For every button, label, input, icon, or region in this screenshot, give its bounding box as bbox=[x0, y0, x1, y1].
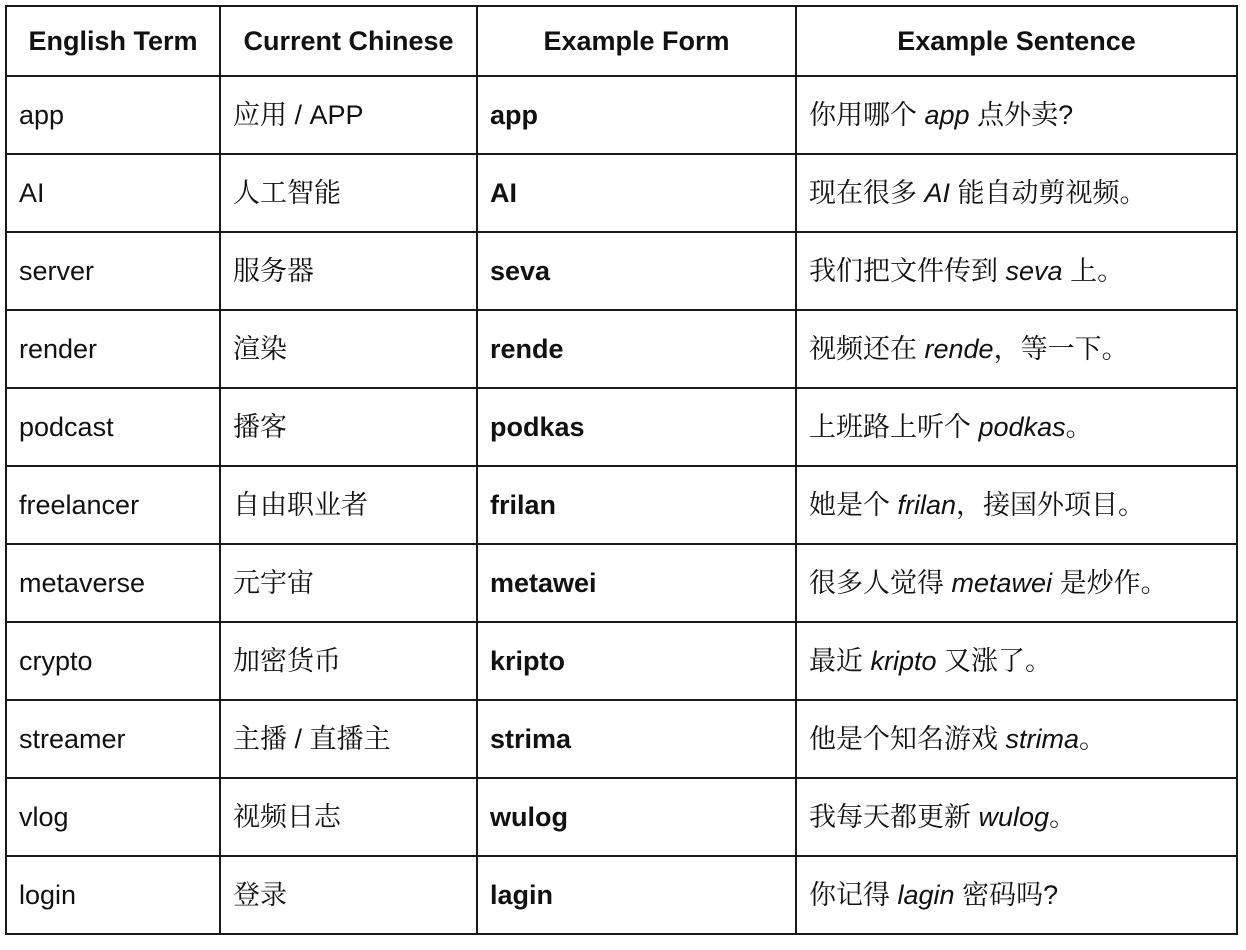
sentence-text-before: 现在很多 bbox=[809, 177, 925, 208]
cell-example-sentence bbox=[796, 622, 1237, 700]
sentence-term: app bbox=[924, 99, 970, 130]
cell-example-sentence bbox=[796, 466, 1237, 544]
sentence-text-after: 。 bbox=[1065, 411, 1093, 442]
sentence-text-before: 你记得 bbox=[809, 879, 898, 910]
cell-english-term: app bbox=[6, 76, 220, 154]
sentence-term: lagin bbox=[897, 879, 955, 910]
sentence-text-before: 上班路上听个 bbox=[809, 411, 979, 442]
cell-example-form: app bbox=[477, 76, 796, 154]
cell-english-term: podcast bbox=[6, 388, 220, 466]
table-row bbox=[6, 466, 1237, 544]
header-current-chinese: Current Chinese bbox=[220, 6, 477, 76]
sentence-term: kripto bbox=[870, 645, 937, 676]
sentence-text-after: ，等一下。 bbox=[993, 333, 1129, 364]
cell-english-term: crypto bbox=[6, 622, 220, 700]
cell-example-form: lagin bbox=[477, 856, 796, 934]
sentence-text-before: 你用哪个 bbox=[809, 99, 925, 130]
cell-current-chinese: 人工智能 bbox=[220, 154, 477, 232]
sentence-text-before: 她是个 bbox=[809, 489, 898, 520]
sentence-text-after: 。 bbox=[1079, 723, 1107, 754]
cell-example-form: frilan bbox=[477, 466, 796, 544]
table-body bbox=[6, 76, 1237, 934]
cell-current-chinese: 应用 / APP bbox=[220, 76, 477, 154]
cell-english-term: render bbox=[6, 310, 220, 388]
sentence-term: AI bbox=[924, 177, 951, 208]
sentence-term: metawei bbox=[951, 567, 1053, 598]
table-row bbox=[6, 856, 1237, 934]
cell-english-term: server bbox=[6, 232, 220, 310]
sentence-text-after: ，接国外项目。 bbox=[956, 489, 1146, 520]
cell-current-chinese: 服务器 bbox=[220, 232, 477, 310]
cell-english-term: login bbox=[6, 856, 220, 934]
sentence-text-before: 最近 bbox=[809, 645, 871, 676]
cell-example-sentence bbox=[796, 856, 1237, 934]
table-row bbox=[6, 700, 1237, 778]
vocabulary-table-container bbox=[5, 5, 1238, 935]
table-row bbox=[6, 154, 1237, 232]
cell-example-form: metawei bbox=[477, 544, 796, 622]
cell-example-form: wulog bbox=[477, 778, 796, 856]
cell-example-sentence bbox=[796, 76, 1237, 154]
table-row bbox=[6, 544, 1237, 622]
cell-example-sentence bbox=[796, 388, 1237, 466]
cell-current-chinese: 视频日志 bbox=[220, 778, 477, 856]
sentence-text-after: 是炒作。 bbox=[1052, 567, 1168, 598]
vocabulary-table bbox=[5, 5, 1238, 935]
cell-example-sentence bbox=[796, 232, 1237, 310]
sentence-text-after: 又涨了。 bbox=[936, 645, 1053, 676]
sentence-term: seva bbox=[1005, 255, 1063, 286]
table-row bbox=[6, 778, 1237, 856]
cell-example-sentence bbox=[796, 700, 1237, 778]
cell-current-chinese: 登录 bbox=[220, 856, 477, 934]
cell-english-term: metaverse bbox=[6, 544, 220, 622]
cell-current-chinese: 渲染 bbox=[220, 310, 477, 388]
sentence-text-before: 视频还在 bbox=[809, 333, 925, 364]
table-row bbox=[6, 76, 1237, 154]
cell-example-sentence bbox=[796, 310, 1237, 388]
table-row bbox=[6, 310, 1237, 388]
sentence-term: podkas bbox=[978, 411, 1066, 442]
cell-english-term: streamer bbox=[6, 700, 220, 778]
sentence-text-after: 点外卖? bbox=[969, 99, 1074, 130]
sentence-text-after: 密码吗? bbox=[954, 879, 1059, 910]
header-example-sentence: Example Sentence bbox=[796, 6, 1237, 76]
sentence-term: frilan bbox=[897, 489, 957, 520]
cell-example-sentence bbox=[796, 154, 1237, 232]
header-example-form: Example Form bbox=[477, 6, 796, 76]
header-english-term: English Term bbox=[6, 6, 220, 76]
cell-current-chinese: 播客 bbox=[220, 388, 477, 466]
sentence-text-before: 他是个知名游戏 bbox=[809, 723, 1006, 754]
cell-example-form: rende bbox=[477, 310, 796, 388]
cell-english-term: AI bbox=[6, 154, 220, 232]
sentence-term: strima bbox=[1005, 723, 1080, 754]
cell-example-form: AI bbox=[477, 154, 796, 232]
sentence-text-before: 我们把文件传到 bbox=[809, 255, 1006, 286]
cell-example-form: podkas bbox=[477, 388, 796, 466]
cell-example-form: kripto bbox=[477, 622, 796, 700]
table-header bbox=[6, 6, 1237, 76]
cell-current-chinese: 自由职业者 bbox=[220, 466, 477, 544]
sentence-text-after: 上。 bbox=[1062, 255, 1125, 286]
cell-example-form: strima bbox=[477, 700, 796, 778]
cell-example-form: seva bbox=[477, 232, 796, 310]
cell-example-sentence bbox=[796, 544, 1237, 622]
header-row bbox=[6, 6, 1237, 76]
cell-current-chinese: 加密货币 bbox=[220, 622, 477, 700]
cell-current-chinese: 主播 / 直播主 bbox=[220, 700, 477, 778]
cell-english-term: freelancer bbox=[6, 466, 220, 544]
sentence-text-before: 很多人觉得 bbox=[809, 567, 952, 598]
sentence-term: rende bbox=[924, 333, 994, 364]
sentence-text-after: 能自动剪视频。 bbox=[950, 177, 1147, 208]
cell-example-sentence bbox=[796, 778, 1237, 856]
sentence-text-before: 我每天都更新 bbox=[809, 801, 979, 832]
sentence-term: wulog bbox=[978, 801, 1050, 832]
sentence-text-after: 。 bbox=[1049, 801, 1077, 832]
cell-english-term: vlog bbox=[6, 778, 220, 856]
table-row bbox=[6, 232, 1237, 310]
table-row bbox=[6, 622, 1237, 700]
cell-current-chinese: 元宇宙 bbox=[220, 544, 477, 622]
table-row bbox=[6, 388, 1237, 466]
